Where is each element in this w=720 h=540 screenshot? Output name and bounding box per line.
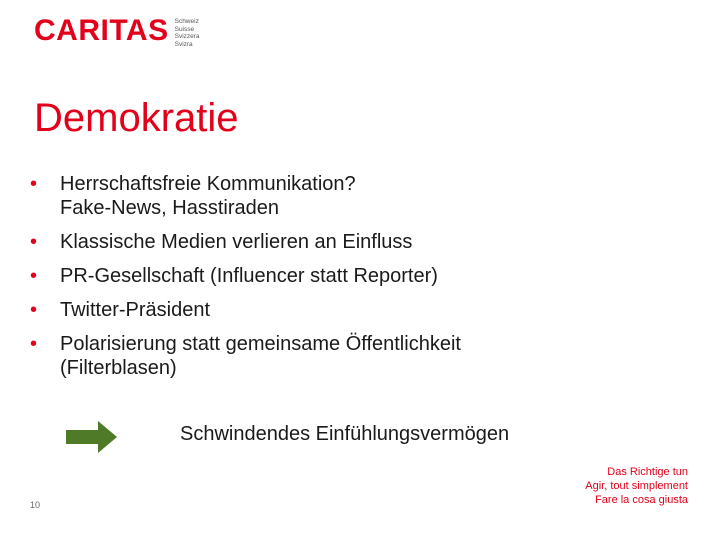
bullet-text: Polarisierung statt gemeinsame Öffentlichkeit (Filterblasen) [60, 333, 461, 379]
right-arrow-icon [66, 420, 118, 459]
caritas-logo [34, 14, 200, 48]
slogan-line: Agir, tout simplement [585, 480, 688, 492]
bullet-item [30, 172, 670, 220]
bullet-item [30, 264, 670, 288]
bullet-marker: • [30, 265, 38, 287]
logo-sub-line: Svizra [174, 40, 193, 48]
bullet-text: Herrschaftsfreie Kommunikation? Fake-News, Hasstiraden [60, 173, 356, 219]
bullet-list [30, 172, 670, 390]
bullet-marker: • [30, 299, 38, 321]
slide-title: Demokratie [34, 96, 239, 140]
slogan-line: Fare la cosa giusta [595, 494, 688, 506]
bullet-text: Klassische Medien verlieren an Einfluss [60, 231, 413, 253]
bullet-marker: • [30, 231, 38, 253]
bullet-item [30, 230, 670, 254]
logo-wordmark: CARITAS [34, 14, 169, 47]
footer-slogan [585, 465, 688, 507]
bullet-marker: • [30, 173, 38, 195]
page-number: 10 [30, 500, 41, 510]
logo-language-lines [175, 18, 200, 48]
bullet-marker: • [30, 333, 38, 355]
bullet-text: Twitter-Präsident [60, 299, 211, 321]
slogan-line: Das Richtige tun [607, 466, 688, 478]
bullet-item [30, 332, 670, 380]
conclusion-text: Schwindendes Einfühlungsvermögen [180, 423, 510, 445]
bullet-item [30, 298, 670, 322]
logo-sub-line: Svizzera [174, 33, 200, 40]
logo-sub-line: Schweiz [174, 18, 199, 25]
logo-sub-line: Suisse [174, 25, 195, 33]
bullet-text: PR-Gesellschaft (Influencer statt Reporter) [60, 265, 438, 287]
